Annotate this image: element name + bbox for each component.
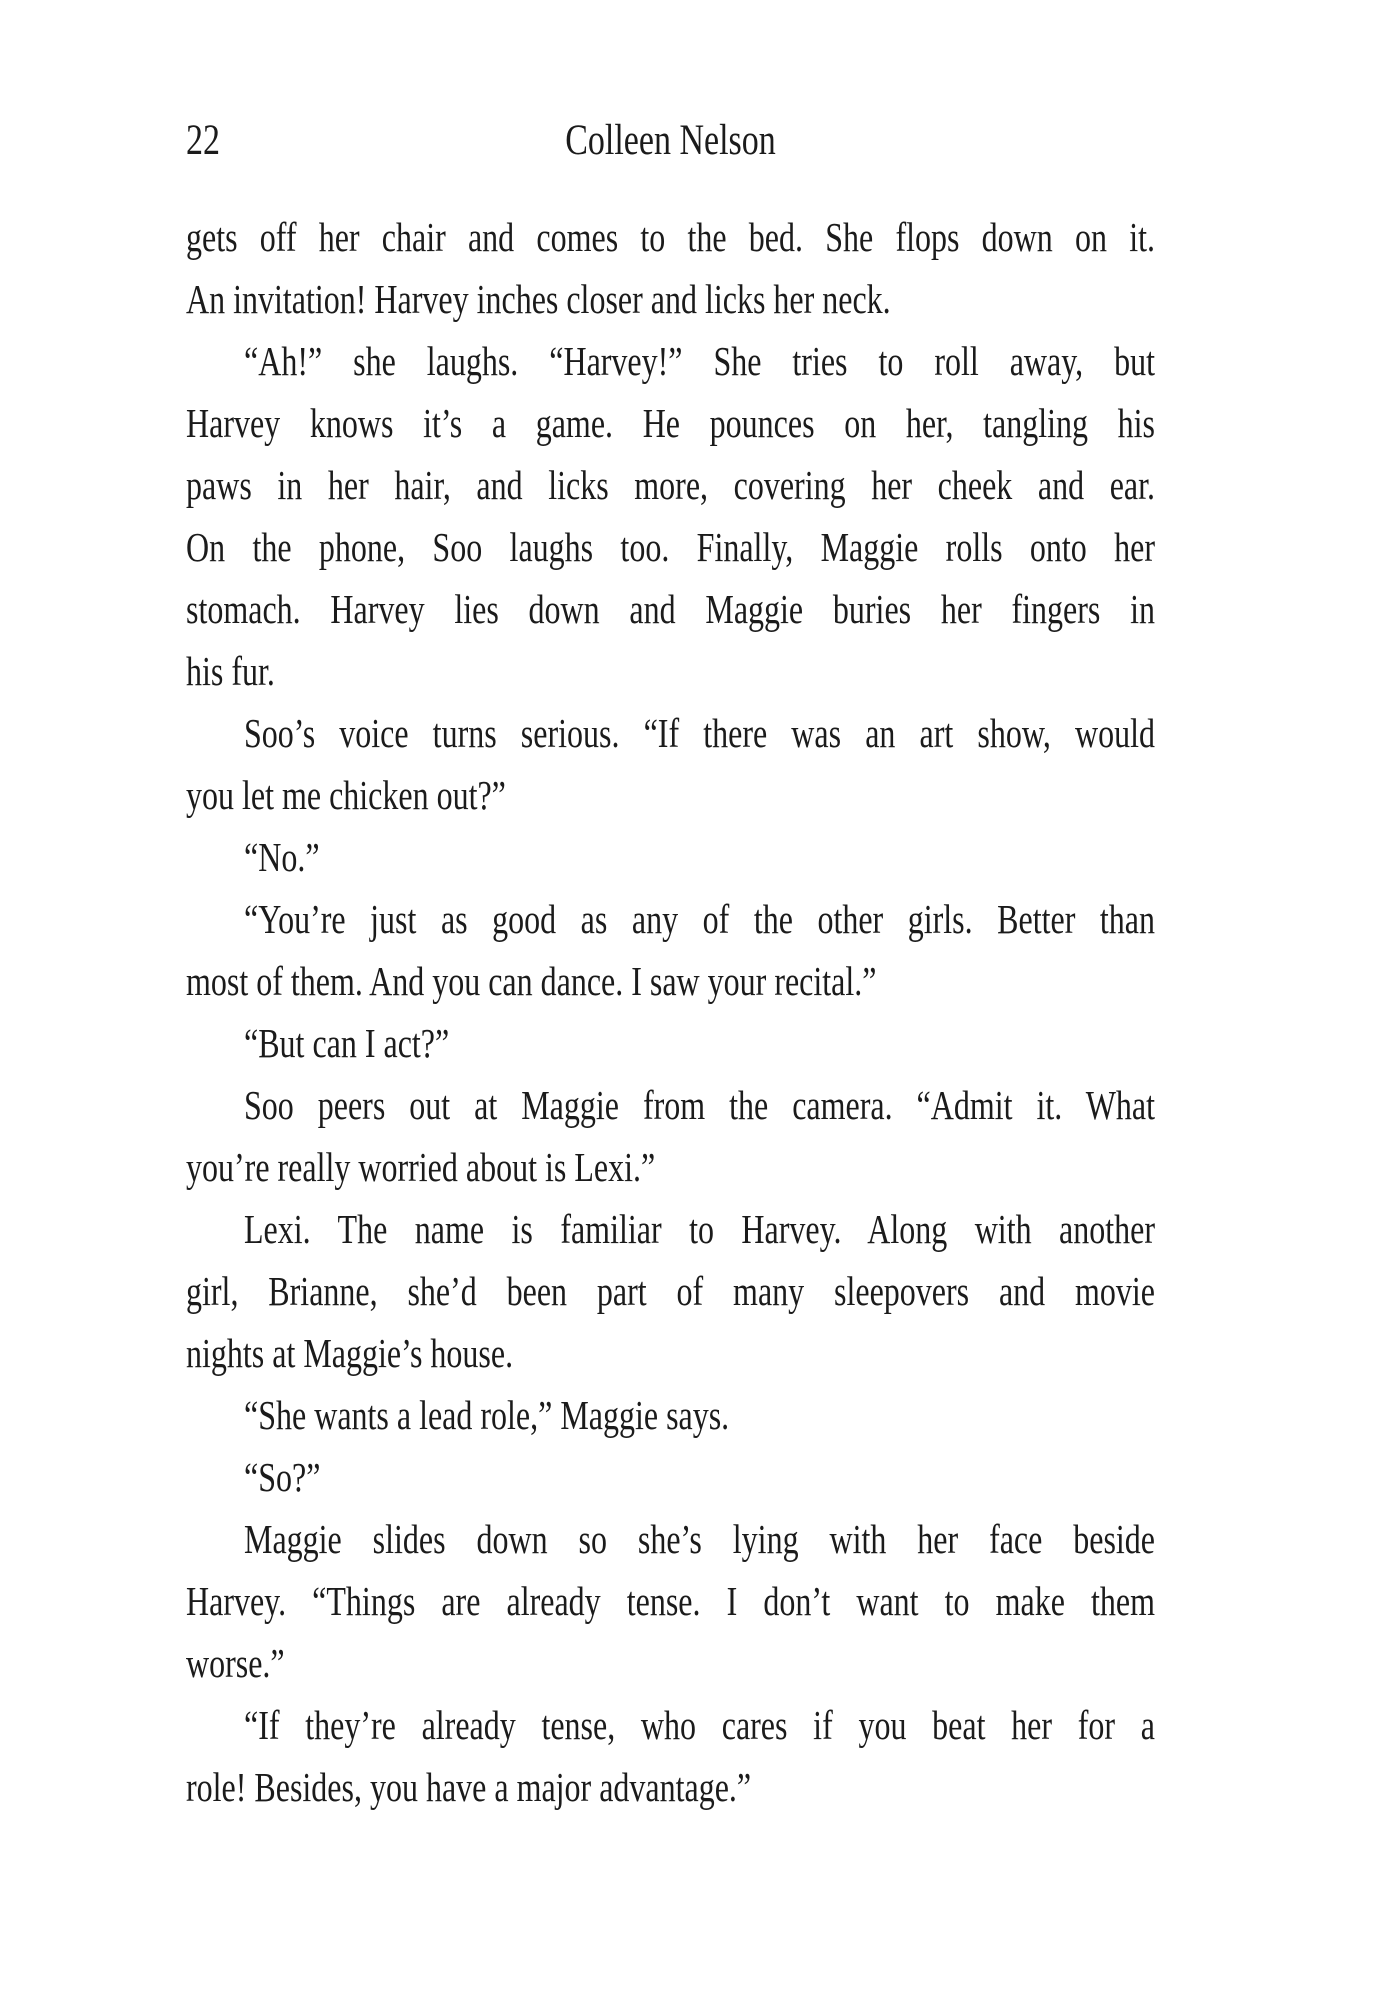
- text-line: Soo peers out at Maggie from the camera. “Admit it. What: [244, 1081, 1155, 1129]
- text-line: Harvey. “Things are already tense. I don’t want to make them: [186, 1577, 1155, 1625]
- text-line: you’re really worried about is Lexi.”: [186, 1143, 656, 1191]
- text-line: “She wants a lead role,” Maggie says.: [244, 1391, 730, 1439]
- text-line: “No.”: [244, 833, 320, 881]
- page-header: [186, 101, 1155, 180]
- paragraph: [186, 1694, 1155, 1818]
- text-line: Lexi. The name is familiar to Harvey. Along with another: [244, 1205, 1155, 1253]
- text-line: you let me chicken out?”: [186, 771, 506, 819]
- text-line: role! Besides, you have a major advantage.”: [186, 1763, 752, 1811]
- paragraph: [186, 702, 1155, 826]
- text-line: “If they’re already tense, who cares if you beat her for a: [244, 1701, 1155, 1749]
- text-line: Harvey knows it’s a game. He pounces on her, tangling his: [186, 399, 1155, 447]
- text-line: most of them. And you can dance. I saw your recital.”: [186, 957, 877, 1005]
- text-line: Soo’s voice turns serious. “If there was an art show, would: [244, 709, 1155, 757]
- text-line: An invitation! Harvey inches closer and licks her neck.: [186, 275, 891, 323]
- paragraph: [186, 888, 1155, 1012]
- text-line: “You’re just as good as any of the other girls. Better than: [244, 895, 1155, 943]
- text-line: girl, Brianne, she’d been part of many sleepovers and movie: [186, 1267, 1155, 1315]
- text-line: gets off her chair and comes to the bed. She flops down on it.: [186, 213, 1155, 261]
- running-head: Colleen Nelson: [565, 116, 776, 165]
- text-line: paws in her hair, and licks more, covering her cheek and ear.: [186, 461, 1155, 509]
- text-line: worse.”: [186, 1639, 285, 1687]
- body-text: [186, 206, 1155, 1818]
- paragraph: [186, 1198, 1155, 1384]
- text-line: “Ah!” she laughs. “Harvey!” She tries to roll away, but: [244, 337, 1155, 385]
- text-line: his fur.: [186, 647, 275, 695]
- paragraph: [186, 1508, 1155, 1694]
- text-line: “But can I act?”: [244, 1019, 450, 1067]
- paragraph: [186, 330, 1155, 702]
- text-line: Maggie slides down so she’s lying with her face beside: [244, 1515, 1155, 1563]
- text-line: nights at Maggie’s house.: [186, 1329, 514, 1377]
- text-line: On the phone, Soo laughs too. Finally, Maggie rolls onto her: [186, 523, 1155, 571]
- text-line: “So?”: [244, 1453, 321, 1501]
- paragraph: [186, 1074, 1155, 1198]
- page-number: 22: [186, 116, 220, 165]
- text-line: stomach. Harvey lies down and Maggie buries her fingers in: [186, 585, 1155, 633]
- paragraph: [186, 206, 1155, 330]
